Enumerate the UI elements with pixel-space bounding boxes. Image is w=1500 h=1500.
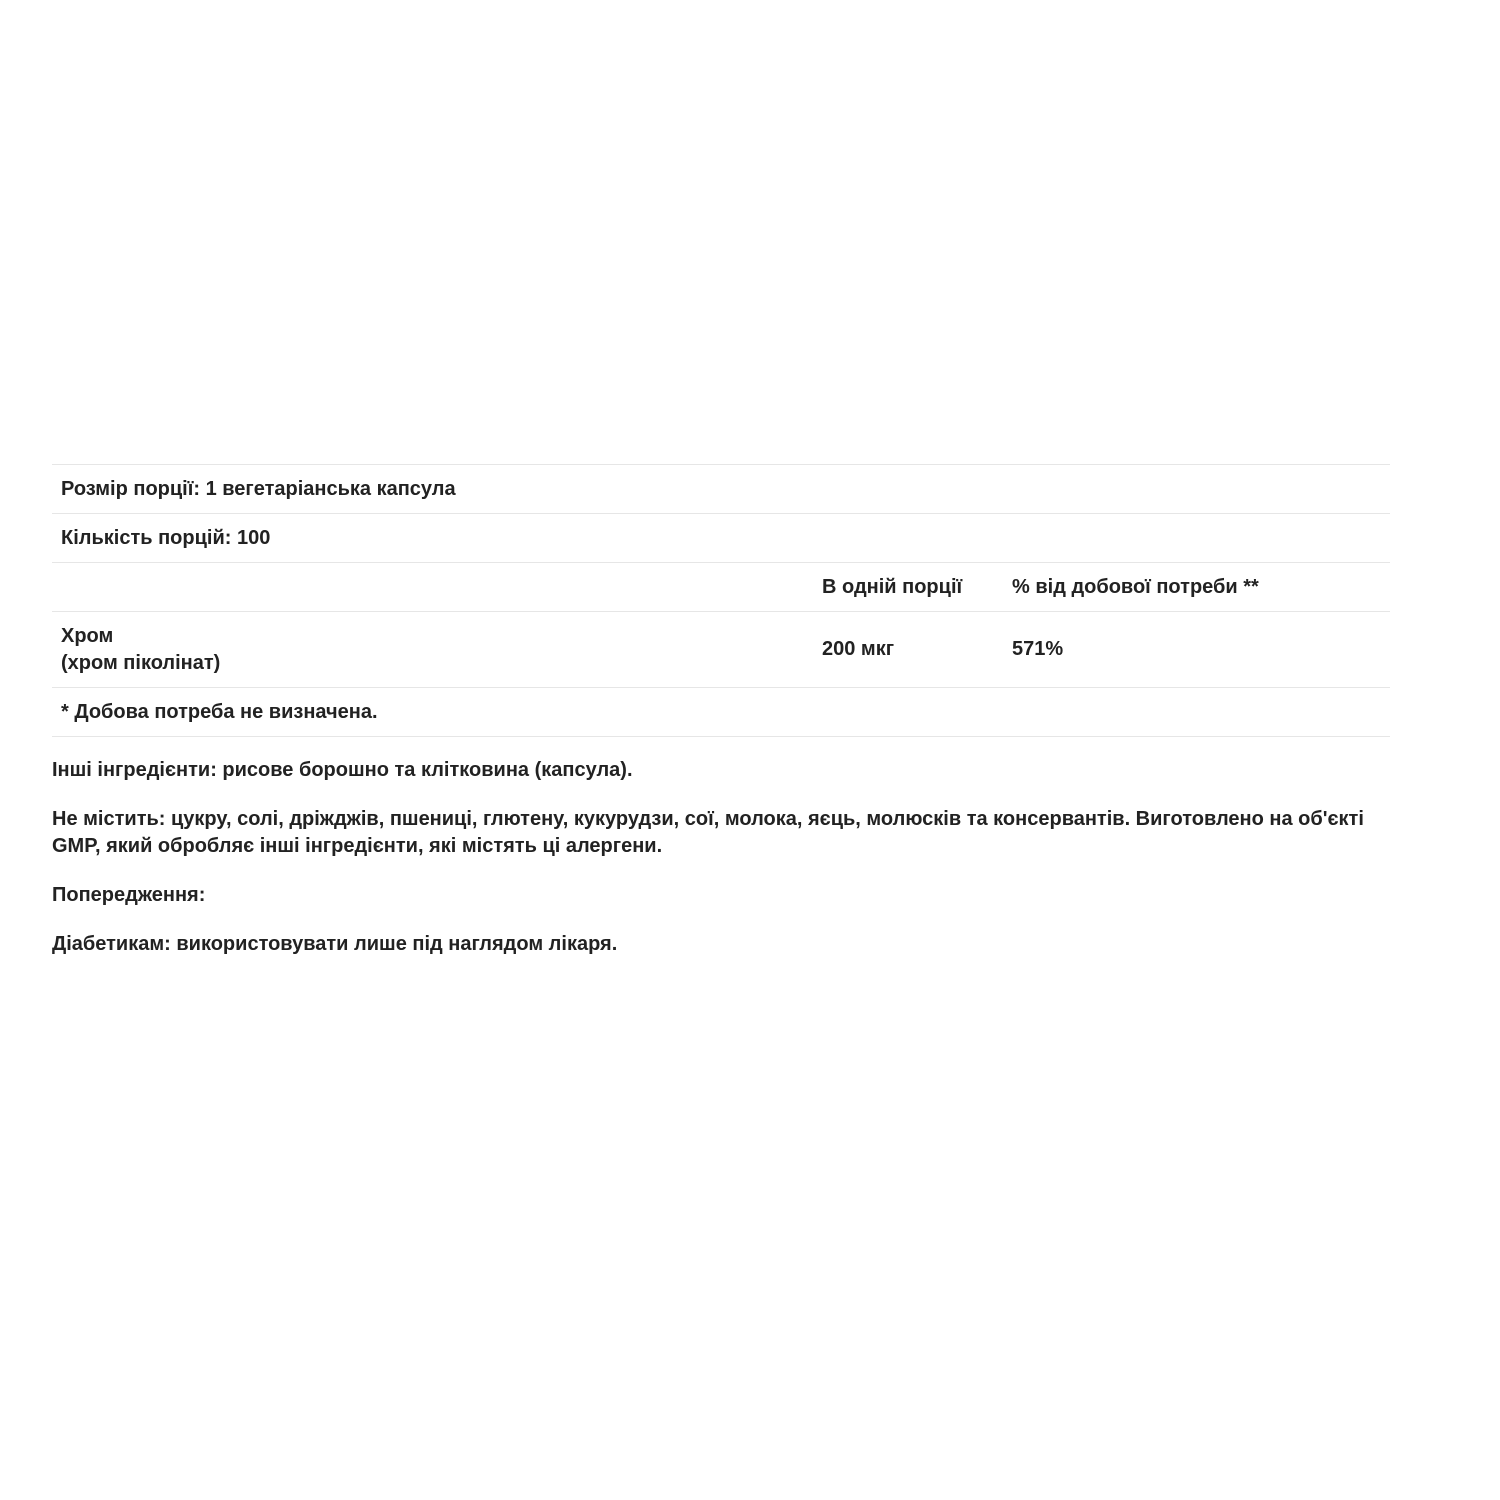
servings-count-row: [52, 514, 1390, 563]
nutrient-daily-value-cell: 571%: [1012, 638, 1064, 660]
allergen-free-text: Не містить: цукру, солі, дріжджів, пшениці, глютену, кукурудзи, сої, молока, яєць, молюсків та консервантів. Виготовлено на об'єкті GMP, який обробляє інші інгредієнти, які містять ці алергени.: [52, 808, 1364, 857]
footnote-text: * Добова потреба не визначена.: [61, 700, 378, 723]
supplement-facts-table: [52, 464, 1390, 737]
table-row: [52, 612, 1390, 688]
supplement-facts-page: [52, 464, 1390, 980]
other-ingredients-text: Інші інгредієнти: рисове борошно та клітковина (капсула).: [52, 759, 633, 781]
table-header-row: [52, 563, 1390, 612]
servings-count-text: Кількість порцій: 100: [61, 526, 271, 549]
header-daily-value-cell: % від добової потреби **: [1012, 575, 1259, 598]
header-amount-cell: В одній порції: [822, 575, 963, 598]
nutrient-source: (хром піколінат): [61, 651, 221, 674]
warnings-title: Попередження:: [52, 884, 206, 906]
serving-size-row: [52, 465, 1390, 514]
diabetics-warning-text: Діабетикам: використовувати лише під наглядом лікаря.: [52, 933, 618, 955]
serving-size-text: Розмір порції: 1 вегетаріанська капсула: [61, 477, 456, 500]
nutrient-name: Хром: [61, 624, 114, 647]
product-notes: [52, 757, 1390, 958]
nutrient-amount-cell: 200 мкг: [822, 638, 895, 660]
nutrient-name-cell: [52, 623, 822, 677]
footnote-row: [52, 688, 1390, 737]
